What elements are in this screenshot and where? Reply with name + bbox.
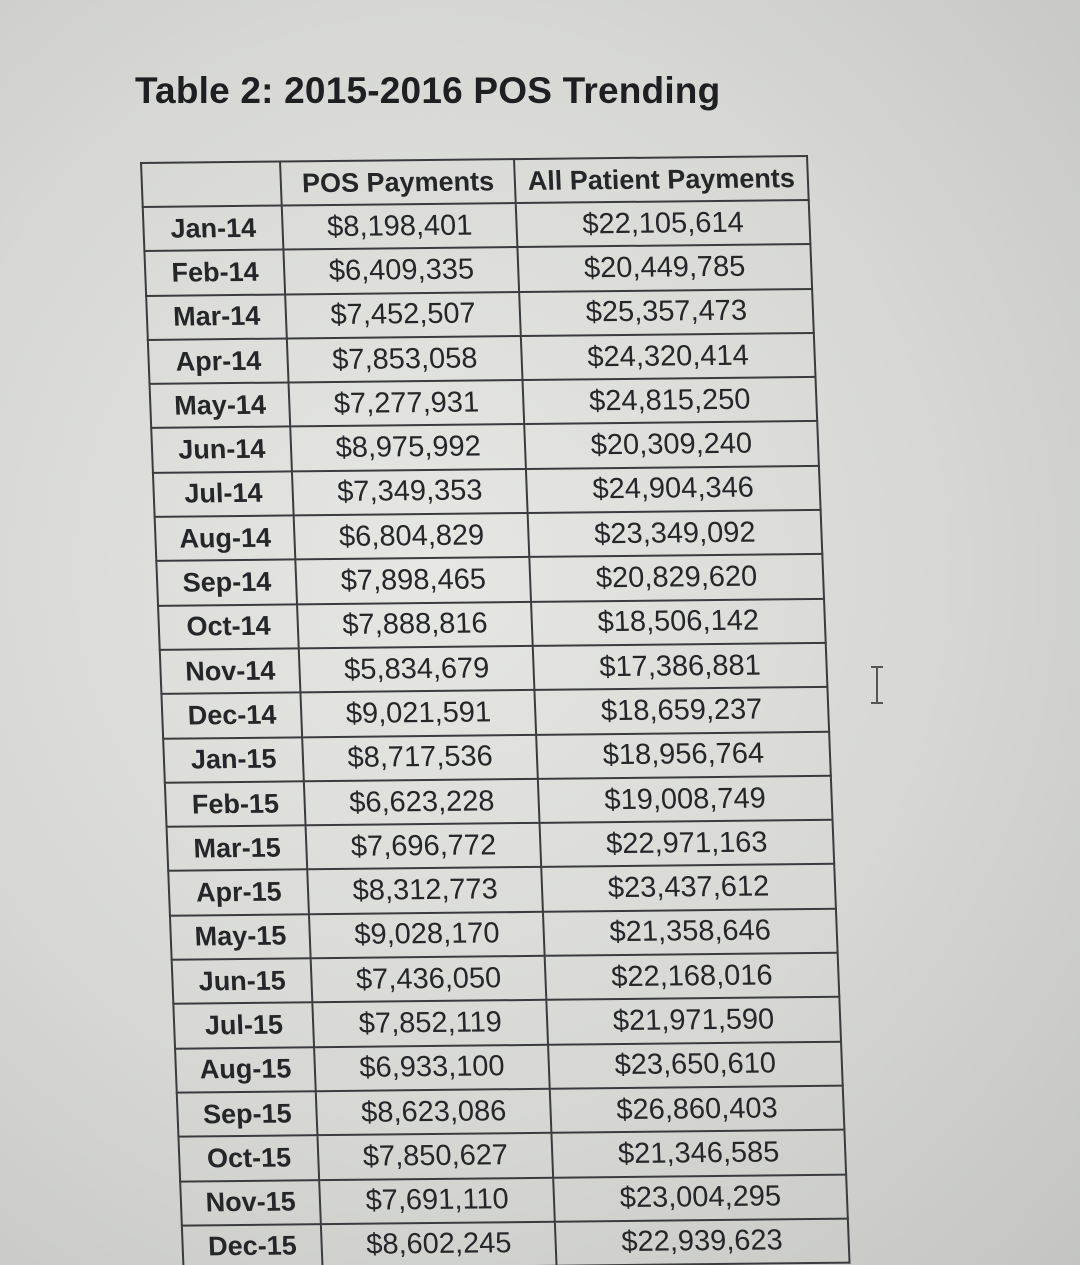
cell-all-patient-payments: $23,650,610 [548, 1041, 843, 1088]
table-row [173, 997, 841, 1048]
cell-pos-payments: $7,898,465 [296, 557, 531, 604]
table-row [182, 1218, 850, 1265]
cell-pos-payments: $8,717,536 [303, 734, 538, 781]
cell-month: Sep-15 [177, 1091, 318, 1137]
cell-pos-payments: $8,975,992 [291, 424, 526, 471]
table-row [156, 554, 824, 605]
cell-all-patient-payments: $22,105,614 [516, 200, 811, 247]
table-row [172, 953, 840, 1004]
cell-month: Dec-14 [161, 693, 302, 739]
cell-all-patient-payments: $25,357,473 [519, 289, 814, 336]
cell-pos-payments: $7,852,119 [313, 1000, 548, 1047]
cell-month: Feb-15 [165, 781, 306, 827]
table-row [170, 909, 838, 960]
cell-month: Aug-15 [175, 1047, 316, 1093]
table-row [144, 244, 812, 295]
cell-month: Aug-14 [155, 515, 296, 561]
cell-pos-payments: $7,436,050 [311, 956, 546, 1003]
cell-pos-payments: $6,804,829 [294, 513, 529, 560]
table-row [180, 1174, 848, 1225]
cell-all-patient-payments: $22,939,623 [555, 1218, 850, 1265]
cell-pos-payments: $7,853,058 [287, 336, 522, 383]
cell-month: Jun-14 [151, 427, 292, 473]
cell-all-patient-payments: $21,346,585 [551, 1130, 846, 1177]
table-row [163, 731, 831, 782]
cell-pos-payments: $7,691,110 [320, 1177, 555, 1224]
table-row [167, 820, 835, 871]
table-row [160, 643, 828, 694]
cell-month: Nov-14 [160, 648, 301, 694]
cell-month: May-15 [170, 914, 311, 960]
cell-pos-payments: $7,349,353 [292, 469, 527, 516]
cell-month: Oct-14 [158, 604, 299, 650]
cell-month: Jan-15 [163, 737, 304, 783]
cell-all-patient-payments: $18,506,142 [531, 599, 826, 646]
text-cursor-icon [868, 665, 886, 705]
cell-all-patient-payments: $23,349,092 [527, 510, 822, 557]
cell-month: Mar-14 [146, 294, 287, 340]
cell-all-patient-payments: $17,386,881 [533, 643, 828, 690]
cell-all-patient-payments: $18,956,764 [536, 731, 831, 778]
table-header-row [141, 156, 809, 207]
cell-all-patient-payments: $20,309,240 [524, 421, 819, 468]
cell-pos-payments: $7,850,627 [318, 1133, 553, 1180]
cell-pos-payments: $8,623,086 [316, 1089, 551, 1136]
cell-all-patient-payments: $18,659,237 [534, 687, 829, 734]
table-row [178, 1130, 846, 1181]
cell-pos-payments: $6,623,228 [304, 779, 539, 826]
pos-trending-table [140, 155, 851, 1265]
cell-pos-payments: $9,021,591 [301, 690, 536, 737]
cell-month: Dec-15 [182, 1224, 323, 1265]
cell-month: May-14 [150, 383, 291, 429]
cell-month: Feb-14 [144, 250, 285, 296]
header-pos-payments: POS Payments [280, 159, 515, 205]
table-row [155, 510, 823, 561]
cell-all-patient-payments: $24,904,346 [526, 466, 821, 513]
cell-all-patient-payments: $24,815,250 [522, 377, 817, 424]
table-row [150, 377, 818, 428]
table-row [146, 289, 814, 340]
cell-month: Apr-15 [168, 870, 309, 916]
table-title: Table 2: 2015-2016 POS Trending [135, 70, 721, 111]
cell-all-patient-payments: $20,829,620 [529, 554, 824, 601]
cell-all-patient-payments: $22,168,016 [545, 953, 840, 1000]
table-row [158, 599, 826, 650]
cell-pos-payments: $7,452,507 [286, 292, 521, 339]
cell-pos-payments: $6,933,100 [315, 1044, 550, 1091]
cell-month: Jan-14 [143, 206, 284, 252]
header-month [141, 162, 282, 207]
cell-pos-payments: $7,277,931 [289, 380, 524, 427]
cell-month: Jun-15 [172, 958, 313, 1004]
cell-pos-payments: $5,834,679 [299, 646, 534, 693]
cell-all-patient-payments: $23,004,295 [553, 1174, 848, 1221]
cell-month: Mar-15 [167, 825, 308, 871]
table-row [153, 466, 821, 517]
cell-pos-payments: $9,028,170 [309, 912, 544, 959]
table-row [148, 333, 816, 384]
table-row [165, 776, 833, 827]
cell-all-patient-payments: $24,320,414 [521, 333, 816, 380]
cell-month: Nov-15 [180, 1180, 321, 1226]
cell-all-patient-payments: $26,860,403 [550, 1086, 845, 1133]
cell-month: Apr-14 [148, 338, 289, 384]
cell-pos-payments: $7,696,772 [306, 823, 541, 870]
cell-all-patient-payments: $23,437,612 [541, 864, 836, 911]
cell-month: Sep-14 [156, 560, 297, 606]
header-all-patient-payments: All Patient Payments [514, 156, 809, 203]
cell-pos-payments: $7,888,816 [297, 602, 532, 649]
cell-month: Jul-15 [173, 1003, 314, 1049]
cell-pos-payments: $8,312,773 [308, 867, 543, 914]
cell-all-patient-payments: $19,008,749 [538, 776, 833, 823]
table-row [151, 421, 819, 472]
cell-month: Jul-14 [153, 471, 294, 517]
cell-all-patient-payments: $21,358,646 [543, 909, 838, 956]
cell-pos-payments: $8,198,401 [282, 203, 517, 250]
cell-all-patient-payments: $20,449,785 [517, 244, 812, 291]
table-row [177, 1086, 845, 1137]
table-row [161, 687, 829, 738]
table-row [143, 200, 811, 251]
table-row [168, 864, 836, 915]
cell-pos-payments: $6,409,335 [284, 247, 519, 294]
cell-month: Oct-15 [178, 1135, 319, 1181]
cell-all-patient-payments: $21,971,590 [546, 997, 841, 1044]
table-row [175, 1041, 843, 1092]
cell-pos-payments: $8,602,245 [321, 1222, 556, 1265]
cell-all-patient-payments: $22,971,163 [539, 820, 834, 867]
